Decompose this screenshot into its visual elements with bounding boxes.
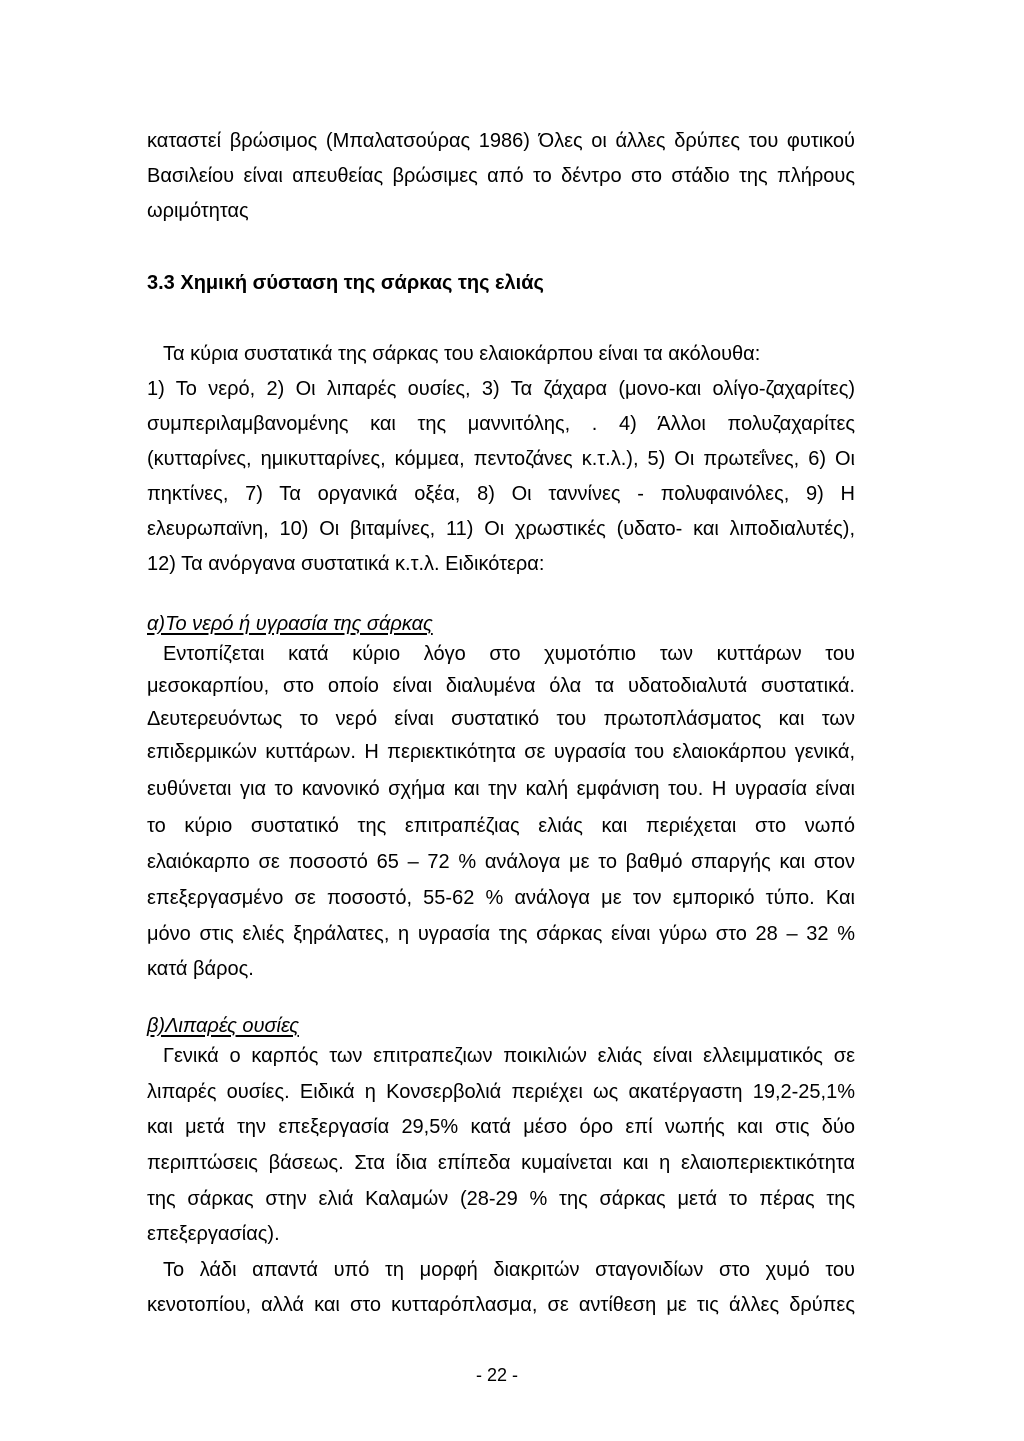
body-text-line: ελευρωπαϊνη, 10) Οι βιταμίνες, 11) Οι χρωστικές (υδατο- και λιποδιαλυτές), xyxy=(147,518,855,540)
body-text-line: συμπεριλαμβανομένης και της μαννιτόλης, . 4) Άλλοι πολυζαχαρίτες xyxy=(147,413,855,435)
body-text-line: μόνο στις ελιές ξηράλατες, η υγρασία της σάρκας είναι γύρω στο 28 – 32 % xyxy=(147,923,855,945)
subsection-heading: β)Λιπαρές ουσίες xyxy=(147,1015,299,1037)
body-text-line: επεξεργασίας). xyxy=(147,1223,280,1245)
body-text-line: 1) Το νερό, 2) Οι λιπαρές ουσίες, 3) Τα ζάχαρα (μονο-και ολίγο-ζαχαρίτες) xyxy=(147,378,855,400)
section-heading: 3.3 Χημική σύσταση της σάρκας της ελιάς xyxy=(147,272,544,294)
body-text-line: επιδερμικών κυττάρων. Η περιεκτικότητα σε υγρασία του ελαιοκάρπου γενικά, xyxy=(147,741,855,763)
body-text-line: πηκτίνες, 7) Τα οργανικά οξέα, 8) Οι ταννίνες - πολυφαινόλες, 9) Η xyxy=(147,483,855,505)
body-text-line: ωριμότητας xyxy=(147,200,249,222)
body-text-line: μεσοκαρπίου, στο οποίο είναι διαλυμένα όλα τα υδατοδιαλυτά συστατικά. xyxy=(147,675,855,697)
body-text-line: περιπτώσεις βάσεως. Στα ίδια επίπεδα κυμαίνεται και η ελαιοπεριεκτικότητα xyxy=(147,1152,855,1174)
body-text-line: το κύριο συστατικό της επιτραπέζιας ελιάς και περιέχεται στο νωπό xyxy=(147,815,855,837)
body-text-line: της σάρκας στην ελιά Καλαμών (28-29 % της σάρκας μετά το πέρας της xyxy=(147,1188,855,1210)
page-number: - 22 - xyxy=(475,1365,518,1385)
body-text-line: Εντοπίζεται κατά κύριο λόγο στο χυμοτόπιο των κυττάρων του xyxy=(163,643,855,665)
body-text-line: Δευτερευόντως το νερό είναι συστατικό του πρωτοπλάσματος και των xyxy=(147,708,855,730)
body-text-line: και μετά την επεξεργασία 29,5% κατά μέσο όρο επί νωπής και στις δύο xyxy=(147,1116,855,1138)
body-text-line: κενοτοπίου, αλλά και στο κυτταρόπλασμα, σε αντίθεση με τις άλλες δρύπες xyxy=(147,1294,855,1316)
body-text-line: λιπαρές ουσίες. Ειδικά η Κονσερβολιά περιέχει ως ακατέργαστη 19,2-25,1% xyxy=(147,1081,855,1103)
body-text-line: επεξεργασμένο σε ποσοστό, 55-62 % ανάλογα με τον εμπορικό τύπο. Και xyxy=(147,887,855,909)
body-text-line: ελαιόκαρπο σε ποσοστό 65 – 72 % ανάλογα με το βαθμό σπαργής και στον xyxy=(147,851,855,873)
body-text-line: Βασιλείου είναι απευθείας βρώσιμες από το δέντρο στο στάδιο της πλήρους xyxy=(147,165,855,187)
body-text-line: Γενικά ο καρπός των επιτραπεζιων ποικιλιών ελιάς είναι ελλειμματικός σε xyxy=(163,1045,855,1067)
body-text-line: (κυτταρίνες, ημικυτταρίνες, κόμμεα, πεντοζάνες κ.τ.λ.), 5) Οι πρωτεΐνες, 6) Οι xyxy=(147,448,855,470)
body-text-line: καταστεί βρώσιμος (Μπαλατσούρας 1986) Όλες οι άλλες δρύπες του φυτικού xyxy=(147,130,855,152)
body-text-line: Τα κύρια συστατικά της σάρκας του ελαιοκάρπου είναι τα ακόλουθα: xyxy=(163,343,761,365)
body-text-line: 12) Τα ανόργανα συστατικά κ.τ.λ. Ειδικότερα: xyxy=(147,553,545,575)
body-text-line: Το λάδι απαντά υπό τη μορφή διακριτών σταγονιδίων στο χυμό του xyxy=(163,1259,855,1281)
subsection-heading: α)Το νερό ή υγρασία της σάρκας xyxy=(147,613,433,635)
body-text-line: κατά βάρος. xyxy=(147,958,254,980)
body-text-line: ευθύνεται για το κανονικό σχήμα και την καλή εμφάνιση του. Η υγρασία είναι xyxy=(147,778,855,800)
